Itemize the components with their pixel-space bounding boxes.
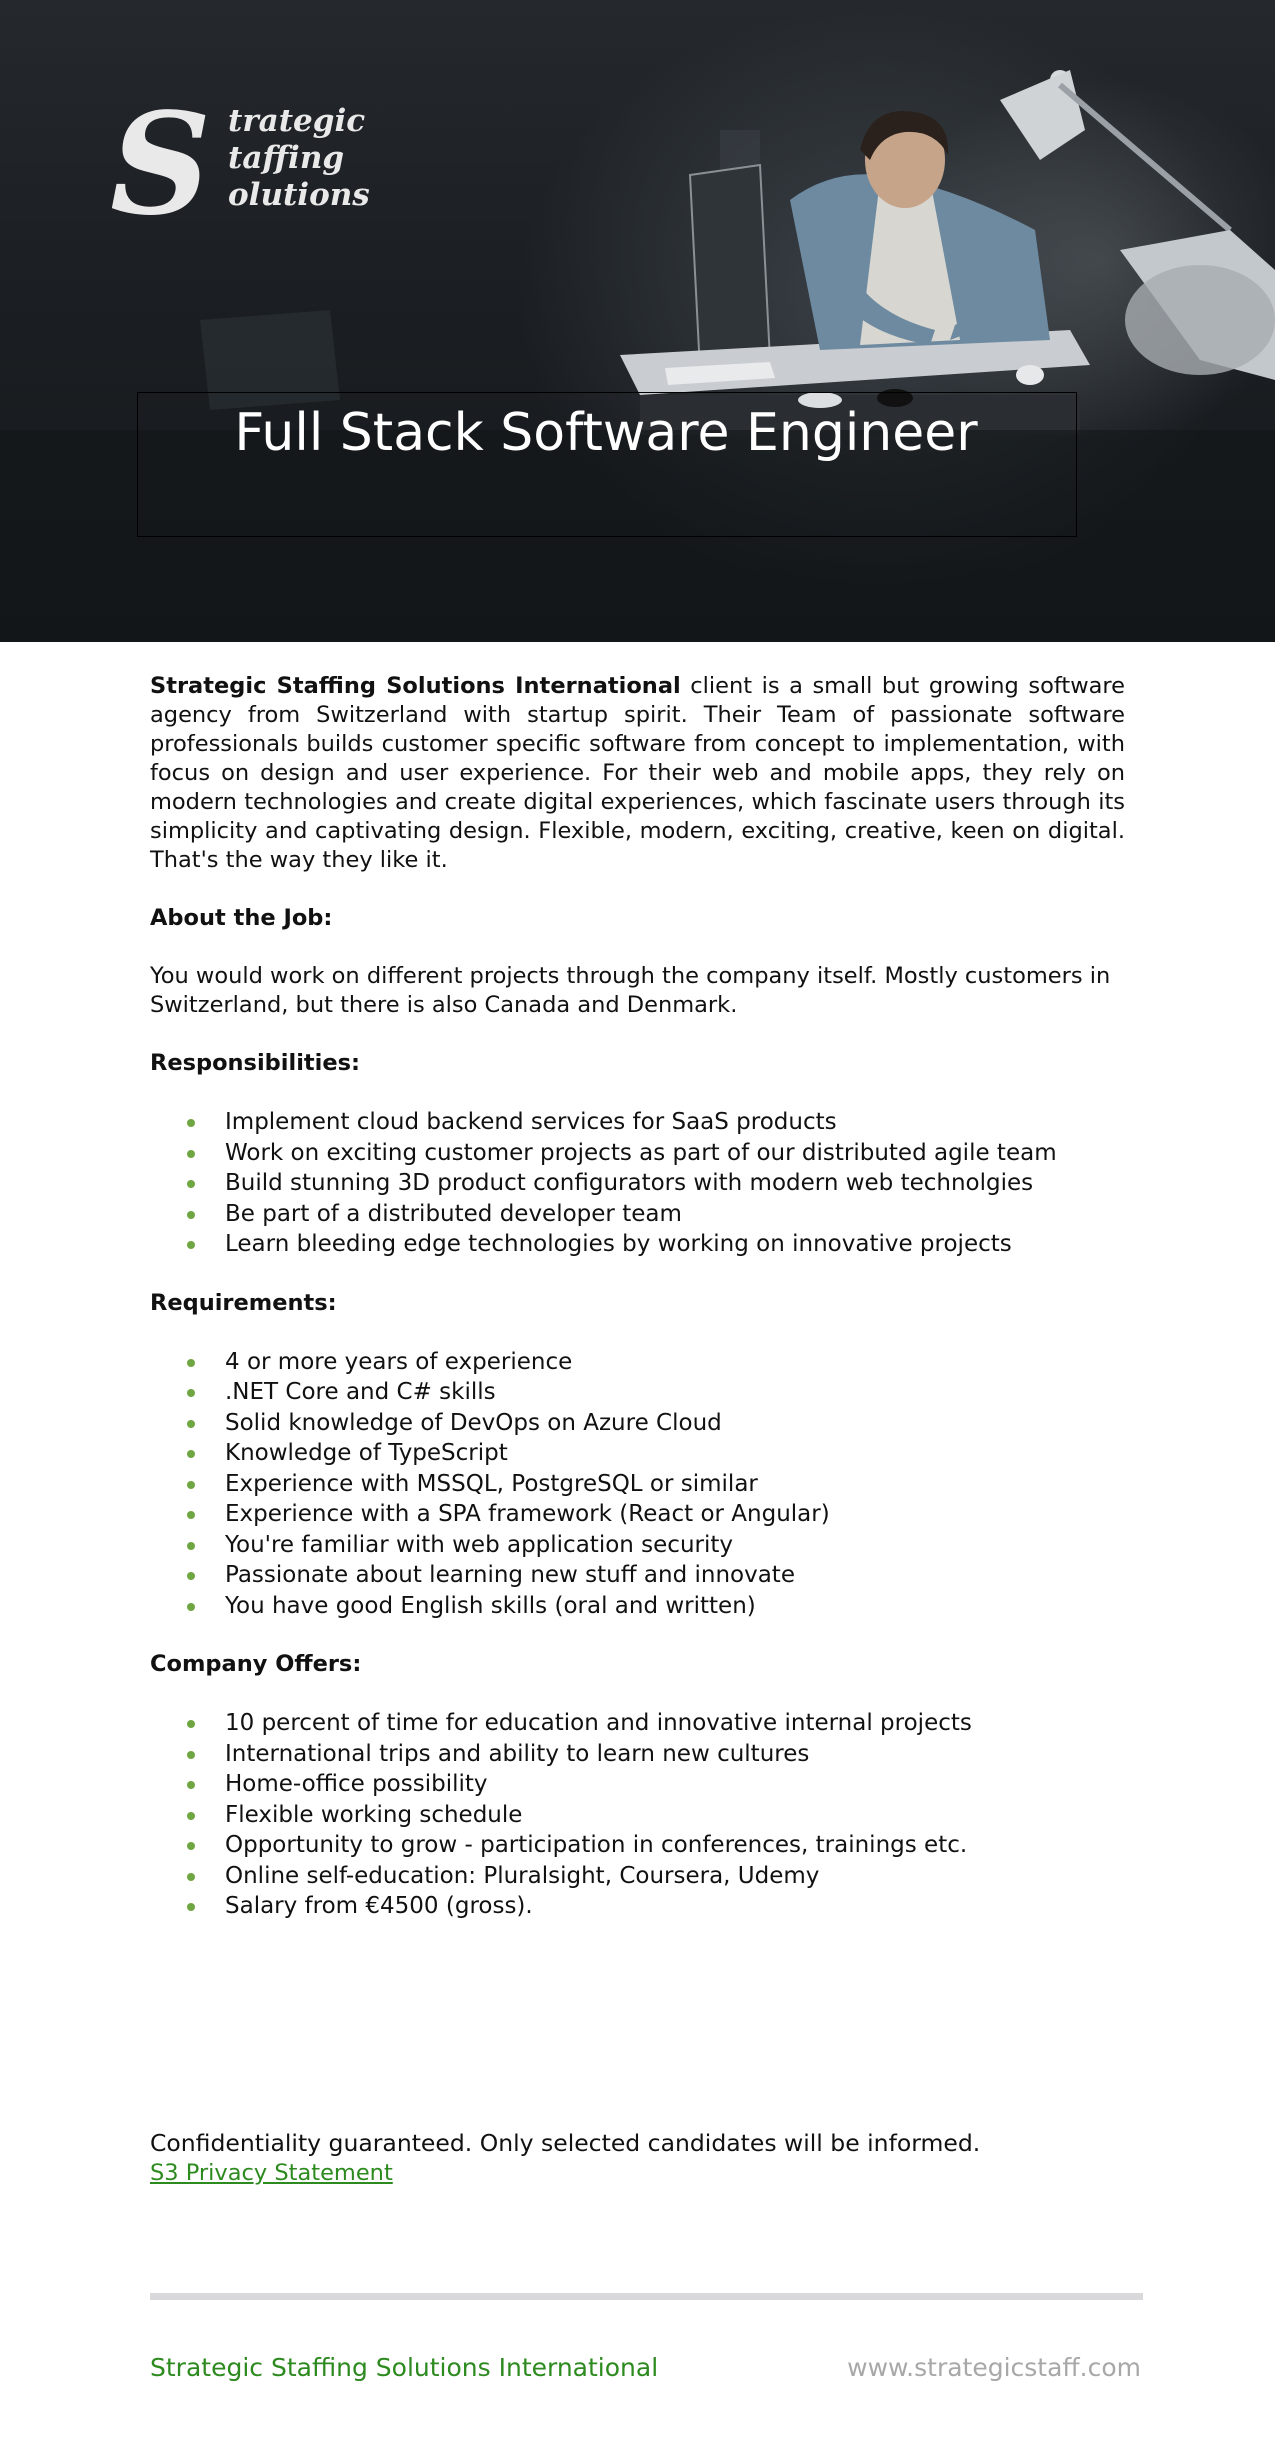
list-item-text: Flexible working schedule (225, 1801, 523, 1828)
list-item-text: You have good English skills (oral and written) (225, 1592, 756, 1619)
hero-banner (0, 0, 1275, 642)
list-item (225, 1347, 1125, 1378)
bullet-icon (187, 1119, 195, 1127)
list-item-text: Work on exciting customer projects as part of our distributed agile team (225, 1139, 1057, 1166)
logo-word: olutions (228, 177, 370, 213)
list-item (225, 1800, 1125, 1831)
footer-company-name: Strategic Staffing Solutions International (150, 2353, 659, 2382)
footer-divider (150, 2293, 1143, 2300)
bullet-icon (187, 1450, 195, 1458)
list-item-text: Home-office possibility (225, 1771, 488, 1797)
list-item-text: Solid knowledge of DevOps on Azure Cloud (225, 1409, 722, 1436)
list-item-text: Experience with a SPA framework (React or Angular) (225, 1501, 830, 1527)
list-item (225, 1769, 1125, 1800)
bullet-icon (187, 1781, 195, 1789)
bullet-icon (187, 1180, 195, 1188)
intro-paragraph (150, 672, 1125, 875)
bullet-icon (187, 1812, 195, 1820)
bullet-icon (187, 1359, 195, 1367)
list-item-text: 4 or more years of experience (225, 1348, 573, 1375)
logo-word: trategic (228, 103, 366, 139)
list-item (225, 1377, 1125, 1408)
logo-word: taffing (228, 140, 345, 176)
privacy-statement-link[interactable]: S3 Privacy Statement (150, 2160, 393, 2186)
bullet-icon (187, 1150, 195, 1158)
list-item (225, 1708, 1125, 1739)
list-item-text: Experience with MSSQL, PostgreSQL or similar (225, 1470, 758, 1497)
bullet-icon (187, 1720, 195, 1728)
footer-website[interactable]: www.strategicstaff.com (847, 2353, 1141, 2382)
list-item-text: Be part of a distributed developer team (225, 1200, 682, 1227)
list-item (225, 1830, 1125, 1861)
list-item (225, 1591, 1125, 1622)
list-item-text: Implement cloud backend services for SaaS products (225, 1109, 837, 1135)
list-item (225, 1530, 1125, 1561)
list-item-text: Online self-education: Pluralsight, Coursera, Udemy (225, 1862, 820, 1889)
list-item (225, 1499, 1125, 1530)
list-item-text: You're familiar with web application security (225, 1531, 733, 1558)
bullet-icon (187, 1389, 195, 1397)
logo-letter: S (110, 83, 212, 247)
list-item-text: 10 percent of time for education and innovative internal projects (225, 1710, 972, 1736)
list-item (225, 1438, 1125, 1469)
list-item (225, 1199, 1125, 1230)
bullet-icon (187, 1903, 195, 1911)
list-item (225, 1739, 1125, 1770)
page-title: Full Stack Software Engineer (234, 403, 978, 463)
bullet-icon (187, 1603, 195, 1611)
about-heading: About the Job: (150, 905, 333, 931)
list-item (225, 1861, 1125, 1892)
list-item (225, 1891, 1125, 1922)
job-description (150, 672, 1125, 1922)
list-item-text: Build stunning 3D product configurators with modern web technolgies (225, 1170, 1034, 1196)
list-item (225, 1229, 1125, 1260)
bullet-icon (187, 1241, 195, 1249)
list-item-text: Opportunity to grow - participation in conferences, trainings etc. (225, 1832, 968, 1858)
bullet-icon (187, 1873, 195, 1881)
company-logo (110, 83, 370, 247)
confidentiality-note: Confidentiality guaranteed. Only selected candidates will be informed. (150, 2129, 981, 2157)
bullet-icon (187, 1511, 195, 1519)
list-item (225, 1168, 1125, 1199)
bullet-icon (187, 1842, 195, 1850)
list-item-text: .NET Core and C# skills (225, 1379, 496, 1405)
list-item-text: Knowledge of TypeScript (225, 1440, 508, 1466)
list-item (225, 1469, 1125, 1500)
intro-company: Strategic Staffing Solutions International (150, 673, 681, 699)
list-item (225, 1408, 1125, 1439)
list-item-text: International trips and ability to learn new cultures (225, 1740, 810, 1767)
list-item-text: Passionate about learning new stuff and innovate (225, 1562, 795, 1588)
intro-text: client is a small but growing software agency from Switzerland with startup spirit. Their Team of passionate software professionals builds customer specific software from concept to implementation, with focus on design and user experience. For their web and mobile apps, they rely on modern technologies and create digital experiences, which fascinate users through its simplicity and captivating design. Flexible, modern, exciting, creative, keen on digital. That's the way they like it. (150, 673, 1125, 873)
about-text: You would work on different projects through the company itself. Mostly customers in Switzerland, but there is also Canada and Denmark. (150, 963, 1111, 1018)
list-item (225, 1138, 1125, 1169)
bullet-icon (187, 1542, 195, 1550)
requirements-list (150, 1347, 1125, 1622)
offers-list (150, 1708, 1125, 1922)
bullet-icon (187, 1420, 195, 1428)
list-item-text: Salary from €4500 (gross). (225, 1893, 533, 1919)
logo-words (228, 103, 370, 214)
responsibilities-list (150, 1107, 1125, 1260)
bullet-icon (187, 1751, 195, 1759)
offers-heading: Company Offers: (150, 1651, 362, 1677)
requirements-heading: Requirements: (150, 1289, 337, 1316)
list-item (225, 1560, 1125, 1591)
responsibilities-heading: Responsibilities: (150, 1050, 361, 1076)
list-item-text: Learn bleeding edge technologies by working on innovative projects (225, 1231, 1012, 1257)
bullet-icon (187, 1481, 195, 1489)
bullet-icon (187, 1211, 195, 1219)
list-item (225, 1107, 1125, 1138)
bullet-icon (187, 1572, 195, 1580)
